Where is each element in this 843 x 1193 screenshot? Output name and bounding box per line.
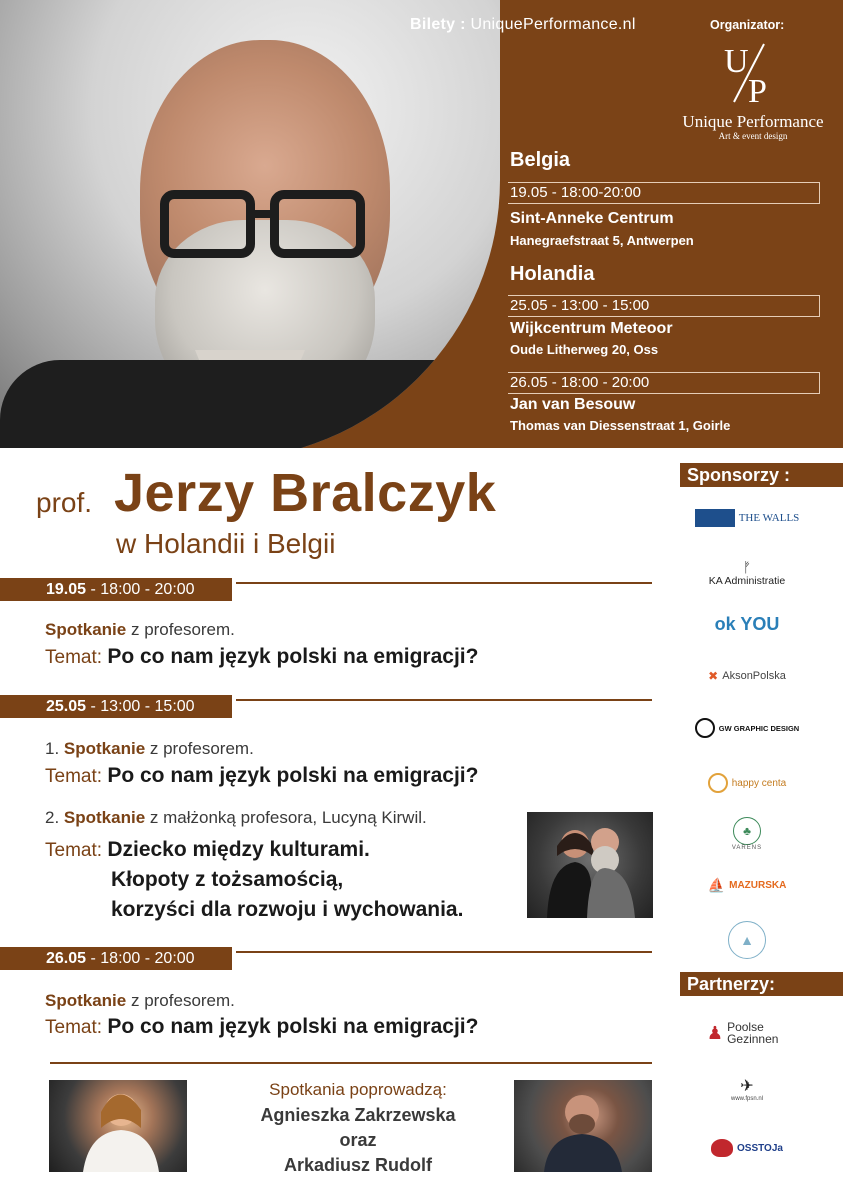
venue-address-1: Hanegraefstraat 5, Antwerpen (510, 233, 694, 248)
header-banner (0, 0, 843, 448)
family-icon: ♟ (706, 1022, 724, 1043)
organizer-name: Unique Performance (682, 112, 824, 131)
glasses-bridge (248, 210, 276, 218)
topic-label: Temat: (45, 766, 103, 787)
venue-name-2: Wijkcentrum Meteoor (510, 320, 673, 337)
session-date-bar (0, 579, 232, 601)
venue-name-1: Sint-Anneke Centrum (510, 210, 674, 227)
meeting-bold: Spotkanie (63, 808, 146, 827)
gw-circle-icon (695, 718, 715, 738)
session-date: 26.05 (46, 950, 87, 967)
glasses-right-lens (270, 190, 365, 258)
couple-photo (527, 812, 653, 918)
topic-text: Po co nam język polski na emigracji? (107, 764, 479, 787)
sponsor-logo (682, 503, 812, 533)
meeting-rest: z profesorem. (126, 620, 235, 639)
partner-name: Poolse Gezinnen (727, 1020, 779, 1046)
partners-heading: Partnerzy: (680, 972, 843, 996)
organizer-label: Organizator: (710, 18, 785, 32)
tree-icon: ♣ (733, 817, 761, 845)
tickets-label: Bilety : (410, 16, 466, 33)
session-date-bar (0, 948, 232, 970)
topic-label: Temat: (45, 647, 103, 668)
session-topic (45, 838, 370, 862)
divider (236, 582, 652, 584)
topic-text: Po co nam język polski na emigracji? (107, 1015, 479, 1038)
sponsor-logo (682, 609, 812, 639)
partner-logo (682, 1014, 812, 1052)
session-time: - 18:00 - 20:00 (86, 581, 195, 598)
session-meeting-line (45, 620, 235, 640)
logo-letter-u: U (724, 43, 749, 80)
topic-label: Temat: (45, 1017, 103, 1038)
host-photo-left-image (49, 1080, 187, 1172)
sponsor-name: ok YOU (714, 613, 780, 634)
session-date: 25.05 (46, 698, 87, 715)
item-number: 1. (45, 739, 64, 758)
host-photo-right-image (514, 1080, 652, 1172)
sponsor-logo (682, 661, 812, 691)
session-time: - 18:00 - 20:00 (86, 950, 195, 967)
sponsor-name: happy centa (731, 777, 787, 789)
country-netherlands: Holandia (510, 263, 595, 285)
meeting-rest: z profesorem. (126, 991, 235, 1010)
partner-name: OSSTOJa (737, 1142, 783, 1154)
portrait-face (140, 40, 390, 355)
venue-address-3: Thomas van Diessenstraat 1, Goirle (510, 418, 731, 433)
meeting-bold: Spotkanie (45, 991, 127, 1010)
topic-text: Dziecko między kulturami. (107, 838, 370, 861)
partner-logo (682, 1128, 812, 1168)
venue-address-2: Oude Litherweg 20, Oss (510, 342, 659, 357)
portrait-beard (155, 220, 375, 420)
sponsor-logo (682, 812, 812, 856)
host-photo-right (514, 1080, 652, 1172)
session-meeting-line (45, 739, 254, 759)
partner-name: www.fpsn.nl (730, 1096, 763, 1102)
sponsor-name: AksonPolska (722, 670, 786, 682)
meeting-bold: Spotkanie (63, 739, 146, 758)
logo-letter-p: P (748, 73, 767, 108)
divider (50, 1062, 652, 1064)
session-date: 19.05 (46, 581, 87, 598)
session-date-bar (0, 696, 232, 718)
host-name-1: Agnieszka Zakrzewska (260, 1105, 456, 1125)
organizer-tagline: Art & event design (718, 131, 788, 141)
sponsor-logo (682, 870, 812, 900)
sponsor-name: THE WALLS (738, 512, 800, 524)
divider (236, 699, 652, 701)
tickets-info (410, 16, 636, 34)
ka-monogram-icon: ᚠ (742, 559, 752, 575)
sponsor-logo (682, 713, 812, 743)
portrait-shirt (195, 350, 305, 430)
sponsor-logo (682, 765, 812, 801)
organizer-logo-icon (720, 38, 776, 108)
event-datetime-2: 25.05 - 13:00 - 15:00 (508, 295, 820, 317)
venue-name-3: Jan van Besouw (510, 396, 636, 413)
akson-icon: ✖ (708, 669, 719, 683)
building-icon (695, 509, 735, 527)
sponsor-name: KA Administratie (708, 575, 786, 587)
meeting-rest: z małżonką profesora, Lucyną Kirwil. (145, 808, 427, 827)
host-connector: oraz (339, 1130, 377, 1150)
event-datetime-3: 26.05 - 18:00 - 20:00 (508, 372, 820, 394)
couple-photo-image (527, 812, 653, 918)
page-title: Jerzy Bralczyk (114, 463, 497, 523)
portrait-jacket (0, 360, 500, 448)
partner-logo (682, 1066, 812, 1112)
session-meeting-line (45, 991, 235, 1011)
session-topic (45, 645, 478, 669)
divider (236, 951, 652, 953)
sponsors-heading: Sponsorzy : (680, 463, 843, 487)
title-prefix: prof. (36, 487, 93, 518)
school-emblem-icon: ✈ (740, 1078, 754, 1095)
topic-text-line: korzyści dla rozwoju i wychowania. (111, 898, 464, 921)
meeting-rest: z profesorem. (145, 739, 254, 758)
topic-text-line: Kłopoty z tożsamością, (111, 868, 344, 891)
session-meeting-line (45, 808, 427, 828)
circle-emblem-icon: ▲ (728, 921, 766, 959)
session-topic (45, 764, 478, 788)
glasses-left-lens (160, 190, 255, 258)
topic-label: Temat: (45, 840, 103, 861)
host-photo-left (49, 1080, 187, 1172)
sponsor-logo (682, 558, 812, 588)
sail-icon: ⛵ (707, 876, 726, 893)
host-name-2: Arkadiusz Rudolf (283, 1155, 432, 1175)
session-time: - 13:00 - 15:00 (86, 698, 195, 715)
country-belgium: Belgia (510, 149, 571, 171)
topic-text: Po co nam język polski na emigracji? (107, 645, 479, 668)
professor-portrait (0, 0, 500, 448)
meeting-bold: Spotkanie (45, 620, 127, 639)
sponsor-name: MAZURSKA (729, 879, 787, 891)
tickets-url[interactable]: UniquePerformance.nl (470, 16, 636, 33)
osstoja-shape-icon (711, 1139, 733, 1157)
item-number: 2. (45, 808, 64, 827)
page-subtitle: w Holandii i Belgii (116, 528, 336, 559)
event-datetime-1: 19.05 - 18:00-20:00 (508, 182, 820, 204)
smile-icon (708, 773, 728, 793)
hosts-label: Spotkania poprowadzą: (269, 1080, 447, 1099)
sponsor-name: GW GRAPHIC DESIGN (718, 723, 800, 733)
sponsor-name: VARENS (731, 845, 763, 851)
sponsor-logo (682, 920, 812, 960)
session-topic (45, 1015, 478, 1039)
